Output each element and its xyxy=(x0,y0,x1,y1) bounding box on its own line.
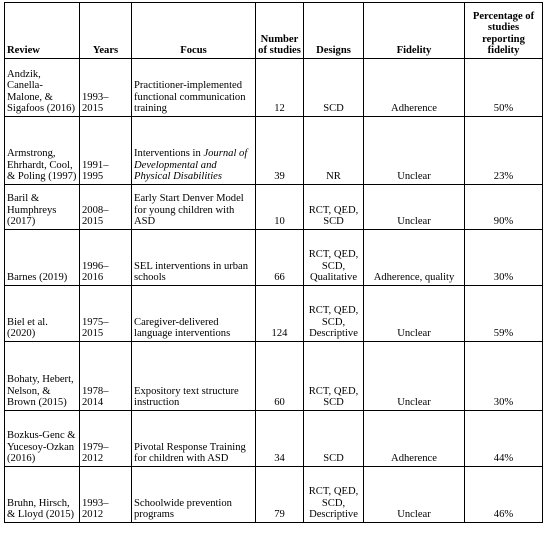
header-years: Years xyxy=(80,3,132,59)
table-row xyxy=(5,342,543,411)
cell-percentage: 23% xyxy=(465,117,543,185)
cell-fidelity: Unclear xyxy=(364,467,465,523)
cell-designs: SCD xyxy=(304,59,364,117)
cell-percentage: 50% xyxy=(465,59,543,117)
cell-percentage: 30% xyxy=(465,342,543,411)
cell-percentage: 30% xyxy=(465,230,543,286)
cell-focus: Schoolwide prevention programs xyxy=(132,467,256,523)
cell-years: 1979–2012 xyxy=(80,411,132,467)
cell-review: Bozkus-Genc & Yucesoy-Ozkan (2016) xyxy=(5,411,80,467)
table-row xyxy=(5,185,543,230)
header-row xyxy=(5,3,543,59)
table-row xyxy=(5,411,543,467)
header-designs: Designs xyxy=(304,3,364,59)
focus-text: Interventions in xyxy=(134,148,204,160)
cell-fidelity: Unclear xyxy=(364,117,465,185)
cell-number: 12 xyxy=(256,59,304,117)
cell-years: 1991–1995 xyxy=(80,117,132,185)
cell-number: 124 xyxy=(256,286,304,342)
cell-review: Andzik, Canella-Malone, & Sigafoos (2016) xyxy=(5,59,80,117)
cell-number: 34 xyxy=(256,411,304,467)
table-row xyxy=(5,59,543,117)
cell-percentage: 44% xyxy=(465,411,543,467)
table-row xyxy=(5,230,543,286)
table-row xyxy=(5,467,543,523)
cell-focus: Caregiver-delivered language interventions xyxy=(132,286,256,342)
header-percentage-reporting-fidelity: Percentage of studies reporting fidelity xyxy=(465,3,543,59)
cell-designs: NR xyxy=(304,117,364,185)
header-review: Review xyxy=(5,3,80,59)
cell-years: 1975–2015 xyxy=(80,286,132,342)
cell-focus xyxy=(132,117,256,185)
cell-focus: Pivotal Response Training for children with ASD xyxy=(132,411,256,467)
cell-review: Baril & Humphreys (2017) xyxy=(5,185,80,230)
cell-designs: RCT, QED, SCD xyxy=(304,342,364,411)
table-row xyxy=(5,117,543,185)
cell-designs: RCT, QED, SCD, Qualitative xyxy=(304,230,364,286)
cell-review: Bruhn, Hirsch, & Lloyd (2015) xyxy=(5,467,80,523)
cell-fidelity: Adherence, quality xyxy=(364,230,465,286)
cell-fidelity: Unclear xyxy=(364,342,465,411)
cell-years: 1993–2012 xyxy=(80,467,132,523)
table-row xyxy=(5,286,543,342)
cell-percentage: 90% xyxy=(465,185,543,230)
cell-review: Barnes (2019) xyxy=(5,230,80,286)
cell-fidelity: Unclear xyxy=(364,286,465,342)
cell-designs: RCT, QED, SCD, Descriptive xyxy=(304,286,364,342)
header-fidelity: Fidelity xyxy=(364,3,465,59)
cell-focus: SEL interventions in urban schools xyxy=(132,230,256,286)
header-focus: Focus xyxy=(132,3,256,59)
cell-number: 60 xyxy=(256,342,304,411)
cell-review: Biel et al. (2020) xyxy=(5,286,80,342)
cell-focus: Practitioner-implemented functional communication training xyxy=(132,59,256,117)
cell-number: 10 xyxy=(256,185,304,230)
cell-years: 1993–2015 xyxy=(80,59,132,117)
journal-title: Journal of Developmental and Physical Disabilities xyxy=(134,148,248,183)
review-table xyxy=(4,2,543,523)
cell-focus: Expository text structure instruction xyxy=(132,342,256,411)
cell-number: 79 xyxy=(256,467,304,523)
cell-fidelity: Unclear xyxy=(364,185,465,230)
header-number-of-studies: Number of studies xyxy=(256,3,304,59)
cell-number: 39 xyxy=(256,117,304,185)
cell-fidelity: Adherence xyxy=(364,59,465,117)
cell-number: 66 xyxy=(256,230,304,286)
cell-years: 1978–2014 xyxy=(80,342,132,411)
cell-fidelity: Adherence xyxy=(364,411,465,467)
cell-review: Bohaty, Hebert, Nelson, & Brown (2015) xyxy=(5,342,80,411)
cell-designs: RCT, QED, SCD, Descriptive xyxy=(304,467,364,523)
cell-designs: RCT, QED, SCD xyxy=(304,185,364,230)
cell-percentage: 59% xyxy=(465,286,543,342)
cell-years: 1996–2016 xyxy=(80,230,132,286)
cell-percentage: 46% xyxy=(465,467,543,523)
cell-designs: SCD xyxy=(304,411,364,467)
cell-review: Armstrong, Ehrhardt, Cool, & Poling (1997) xyxy=(5,117,80,185)
cell-years: 2008–2015 xyxy=(80,185,132,230)
cell-focus: Early Start Denver Model for young children with ASD xyxy=(132,185,256,230)
